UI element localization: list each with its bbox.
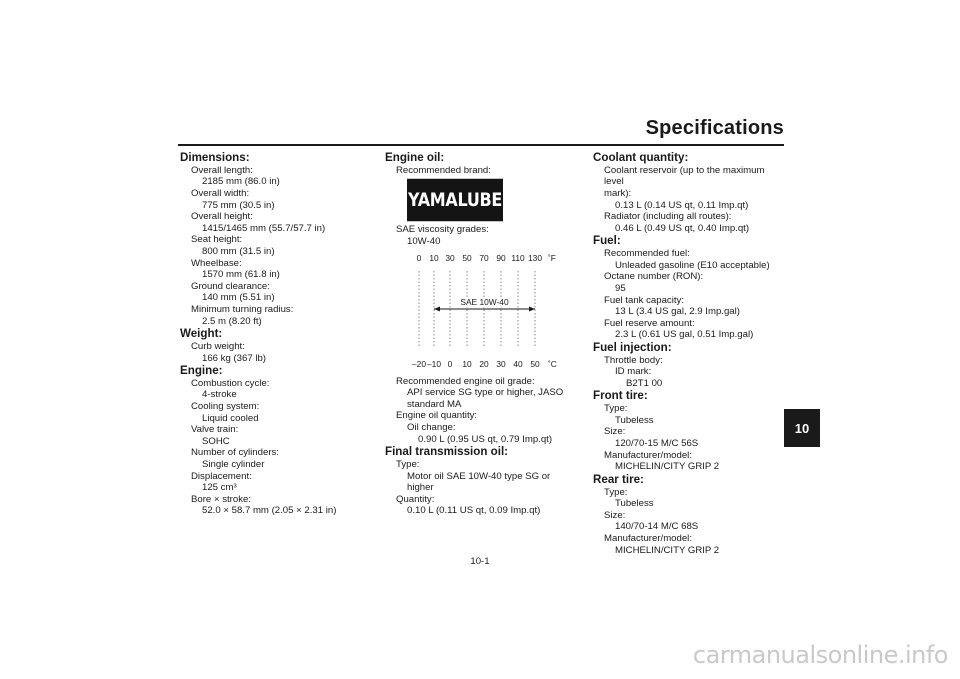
fahrenheit-tick-label: 10 (429, 252, 439, 263)
celsius-tick-label: 50 (530, 358, 540, 369)
spec-label: SAE viscosity grades: (396, 224, 489, 236)
section-heading-engine: Engine: (180, 364, 223, 378)
section-heading-fuel-injection: Fuel injection: (593, 340, 672, 354)
spec-value: 4-stroke (202, 389, 237, 401)
spec-label: Oil change: (407, 421, 456, 433)
spec-label: Bore × stroke: (191, 493, 251, 505)
spec-label: Displacement: (191, 470, 252, 482)
spec-label: Number of cylinders: (191, 447, 279, 459)
fahrenheit-tick-label: 50 (462, 252, 472, 263)
spec-value: 2185 mm (86.0 in) (202, 176, 280, 188)
spec-value: 140/70-14 M/C 68S (615, 521, 699, 533)
spec-label: Curb weight: (191, 340, 245, 352)
spec-label: Manufacturer/model: (604, 533, 692, 545)
spec-label: Type: (604, 486, 628, 498)
celsius-tick-label: 0 (447, 358, 453, 369)
spec-label: Overall length: (191, 164, 253, 176)
spec-label: Recommended fuel: (604, 248, 690, 260)
yamalube-logo: YAMALUBE (407, 179, 503, 221)
spec-label: Size: (604, 509, 626, 521)
spec-label: Recommended engine oil grade: (396, 375, 535, 387)
spec-label: Ground clearance: (191, 280, 270, 292)
spec-value: Tubeless (615, 414, 654, 426)
section-heading-weight: Weight: (180, 327, 223, 341)
fahrenheit-tick-label: 30 (445, 252, 455, 263)
fahrenheit-unit-label: ˚F (548, 252, 556, 263)
spec-value: 0.10 L (0.11 US qt, 0.09 Imp.qt) (407, 505, 541, 517)
spec-label: Combustion cycle: (191, 377, 270, 389)
range-label: SAE 10W-40 (460, 296, 509, 307)
fahrenheit-tick-label: 110 (511, 252, 525, 263)
spec-value: 0.90 L (0.95 US qt, 0.79 Imp.qt) (418, 433, 553, 445)
celsius-tick-label: 40 (513, 358, 523, 369)
spec-value: Tubeless (615, 498, 654, 510)
section-heading-coolant: Coolant quantity: (593, 151, 689, 164)
spec-value: MICHELIN/CITY GRIP 2 (615, 461, 720, 473)
celsius-unit-label: ˚C (548, 358, 557, 369)
spec-value: Single cylinder (202, 459, 265, 471)
spec-label: Seat height: (191, 234, 243, 246)
spec-value: Unleaded gasoline (E10 acceptable) (615, 259, 770, 271)
spec-label: Minimum turning radius: (191, 303, 294, 315)
spec-label: Manufacturer/model: (604, 449, 692, 461)
range-arrow-right (529, 306, 535, 311)
spec-label: Size: (604, 426, 626, 438)
spec-value: Motor oil SAE 10W-40 type SG or higher (407, 470, 551, 494)
spec-label: Type: (396, 458, 420, 470)
spec-label: Throttle body: (604, 354, 663, 366)
spec-value: 2.5 m (8.20 ft) (202, 315, 262, 327)
spec-value: API service SG type or higher, JASO (407, 387, 564, 399)
spec-value: 13 L (3.4 US gal, 2.9 Imp.gal) (615, 306, 740, 318)
spec-label: Quantity: (396, 493, 435, 505)
spec-label: Cooling system: (191, 401, 260, 413)
spec-value: 0.46 L (0.49 US qt, 0.40 Imp.qt) (615, 222, 750, 234)
header-rule (178, 144, 784, 146)
section-heading-fuel: Fuel: (593, 234, 621, 248)
spec-value: 0.13 L (0.14 US qt, 0.11 Imp.qt) (615, 199, 749, 211)
column-left (180, 151, 370, 517)
section-heading-dimensions: Dimensions: (180, 151, 250, 164)
fahrenheit-tick-label: 0 (416, 252, 422, 263)
spec-value: 140 mm (5.51 in) (202, 292, 275, 304)
spec-value: 120/70-15 M/C 56S (615, 438, 699, 450)
spec-value: Liquid cooled (202, 412, 259, 424)
fahrenheit-tick-label: 90 (496, 252, 506, 263)
column-middle (385, 151, 575, 517)
page-number: 10-1 (470, 556, 490, 567)
celsius-tick-label: –10 (427, 358, 441, 369)
range-arrow-left (434, 306, 440, 311)
celsius-tick-label: 10 (462, 358, 472, 369)
celsius-tick-label: 20 (479, 358, 489, 369)
watermark: carmanualsonline.info (692, 641, 948, 669)
section-heading-rear-tire: Rear tire: (593, 472, 644, 486)
spec-value: 800 mm (31.5 in) (202, 245, 275, 257)
celsius-tick-label: 30 (496, 358, 506, 369)
spec-value: 52.0 × 58.7 mm (2.05 × 2.31 in) (202, 505, 337, 517)
section-heading-front-tire: Front tire: (593, 389, 648, 403)
spec-value: standard MA (407, 398, 462, 410)
spec-label: ID mark: (615, 366, 652, 378)
spec-label: Recommended brand: (396, 164, 491, 176)
spec-label: Type: (604, 403, 628, 415)
spec-value: 10W-40 (407, 235, 441, 247)
column-right (593, 151, 783, 556)
spec-label: Engine oil quantity: (396, 410, 478, 422)
celsius-tick-label: –20 (412, 358, 426, 369)
spec-value: 2.3 L (0.61 US gal, 0.51 Imp.gal) (615, 329, 754, 341)
fahrenheit-tick-label: 70 (479, 252, 489, 263)
page-title: Specifications (645, 117, 784, 139)
spec-value: B2T1 00 (626, 377, 663, 389)
viscosity-chart (407, 251, 557, 371)
section-heading-engine-oil: Engine oil: (385, 151, 445, 164)
spec-label: Overall height: (191, 211, 253, 223)
spec-value: 1570 mm (61.8 in) (202, 269, 280, 281)
spec-value: 775 mm (30.5 in) (202, 199, 275, 211)
spec-label: Fuel reserve amount: (604, 317, 695, 329)
spec-value: 1415/1465 mm (55.7/57.7 in) (202, 222, 326, 234)
spec-label: Valve train: (191, 424, 239, 436)
spec-label: Overall width: (191, 187, 250, 199)
fahrenheit-tick-label: 130 (528, 252, 542, 263)
yamalube-logo-wrap (385, 182, 575, 218)
chapter-tab: 10 (784, 409, 820, 447)
spec-label: Fuel tank capacity: (604, 294, 684, 306)
spec-label: Octane number (RON): (604, 271, 704, 283)
spec-value: 95 (615, 282, 626, 294)
spec-value: 166 kg (367 lb) (202, 352, 266, 364)
spec-label: mark): (604, 187, 632, 199)
spec-value: SOHC (202, 435, 230, 447)
spec-label: Radiator (including all routes): (604, 211, 732, 223)
spec-label: Wheelbase: (191, 257, 242, 269)
spec-label: Coolant reservoir (up to the maximum level (604, 164, 765, 188)
spec-value: 125 cm³ (202, 482, 237, 494)
spec-value: MICHELIN/CITY GRIP 2 (615, 544, 720, 556)
section-heading-final-transmission: Final transmission oil: (385, 445, 509, 459)
